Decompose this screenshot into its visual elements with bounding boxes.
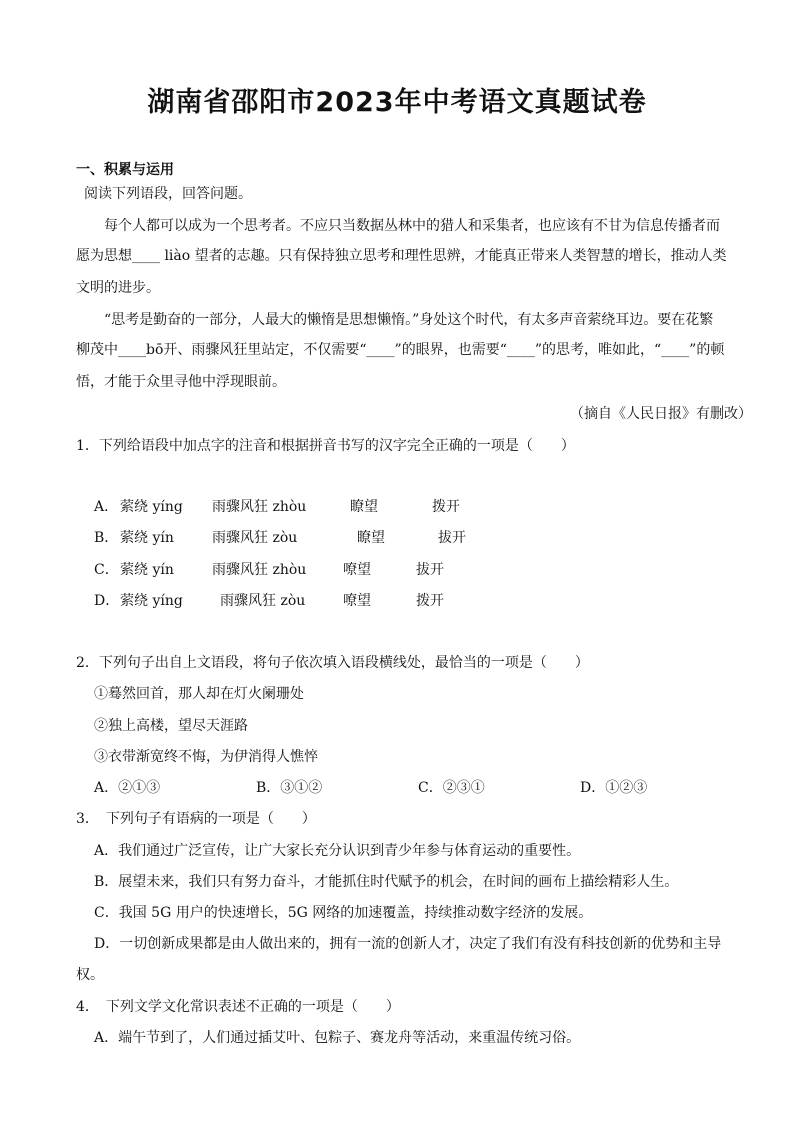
reading-instruction: 阅读下列语段，回答问题。 <box>84 186 252 202</box>
passage-source: （摘自《人民日报》有删改） <box>570 406 752 422</box>
question-2-item: ①蓦然回首，那人却在灯火阑珊处 <box>94 686 304 702</box>
exam-page: 湖南省邵阳市2023年中考语文真题试卷 一、积累与运用 阅读下列语段，回答问题。 每个人都可以成为一个思考者。不应只当数据丛林中的猎人和采集者，也应该有不甘为信息传播者而 愿为思想____ liào 望者的志趣。只有保持独立思考和理性思辨，才能真正带来人类智慧的增长，推动人类 文明的进步。 “思考是勤奋的一部分，人最大的懒惰是思想懒惰。”身处这个时代，有太多声音萦绕耳边。要在花繁 柳茂中____bō开、雨骤风狂里站定，不仅需要“____”的眼界，也需要“____”的思考，唯如此，“____”的顿 悟，才能于众里寻他中浮现眼前。 （摘自《人民日报》有删改） 1．下列给语段中加点字的注音和根据拼音书写的汉字完全正确的一项是（ ） A． 萦绕 yíng 雨骤风狂 zhòu 瞭望 拨开 B． 萦绕 yín 雨骤风狂 zòu 瞭望 拔开 C． 萦绕 yín 雨骤风狂 zhòu 嘹望 拔开 D． 萦绕 yíng 雨骤风狂 zòu 嘹望 拨开 2．下列句子出自上文语段，将句子依次填入语段横线处，最恰当的一项是（ ） ①蓦然回首，那人却在灯火阑珊处 ②独上高楼，望尽天涯路 ③衣带渐宽终不悔，为伊消得人憔悴 A．②①③ B．③①② C．②③① D．①②③ 3． 下列句子有语病的一项是（ ） A．我们通过广泛宣传，让广大家长充分认识到青少年参与体育运动的重要性。 B．展望未来，我们只有努力奋斗，才能抓住时代赋予的机会，在时间的画布上描绘精彩人生。 C．我国 5G 用户的快速增长，5G 网络的加速覆盖，持续推动数字经济的发展。 D．一切创新成果都是由人做出来的，拥有一流的创新人才，决定了我们有没有科技创新的优势和主导 权。 4． 下列文学文化常识表述不正确的一项是（ ） A．端午节到了，人们通过插艾叶、包粽子、赛龙舟等活动，来重温传统习俗。 <box>0 0 794 1122</box>
question-2-option-b: B．③①② <box>256 780 323 796</box>
question-4-stem: 4． 下列文学文化常识表述不正确的一项是（ ） <box>76 999 400 1015</box>
passage-line: 每个人都可以成为一个思考者。不应只当数据丛林中的猎人和采集者，也应该有不甘为信息传播者而 <box>104 218 720 234</box>
question-3-option-d: D．一切创新成果都是由人做出来的，拥有一流的创新人才，决定了我们有没有科技创新的优势和主导 <box>94 936 722 952</box>
question-2-option-c: C．②③① <box>418 780 485 796</box>
question-3-option-b: B．展望未来，我们只有努力奋斗，才能抓住时代赋予的机会，在时间的画布上描绘精彩人生。 <box>94 874 679 890</box>
passage-line: 柳茂中____bō开、雨骤风狂里站定，不仅需要“____”的眼界，也需要“____”的思考，唯如此，“____”的顿 <box>76 342 725 358</box>
question-2-option-d: D．①②③ <box>580 780 648 796</box>
question-3-option-a: A．我们通过广泛宣传，让广大家长充分认识到青少年参与体育运动的重要性。 <box>94 843 581 859</box>
question-2-item: ③衣带渐宽终不悔，为伊消得人憔悴 <box>94 749 318 765</box>
section-heading: 一、积累与运用 <box>76 162 174 178</box>
question-2-stem: 2．下列句子出自上文语段，将句子依次填入语段横线处，最恰当的一项是（ ） <box>76 655 589 671</box>
passage-line: 悟，才能于众里寻他中浮现眼前。 <box>76 374 286 390</box>
question-2-option-a: A．②①③ <box>94 780 161 796</box>
question-1-stem: 1．下列给语段中加点字的注音和根据拼音书写的汉字完全正确的一项是（ ） <box>76 438 575 454</box>
passage-line: “思考是勤奋的一部分，人最大的懒惰是思想懒惰。”身处这个时代，有太多声音萦绕耳边。要在花繁 <box>104 312 714 328</box>
passage-line: 文明的进步。 <box>76 280 160 296</box>
page-title: 湖南省邵阳市2023年中考语文真题试卷 <box>147 87 647 118</box>
question-3-option-c: C．我国 5G 用户的快速增长，5G 网络的加速覆盖，持续推动数字经济的发展。 <box>94 905 593 921</box>
question-4-option-a: A．端午节到了，人们通过插艾叶、包粽子、赛龙舟等活动，来重温传统习俗。 <box>94 1030 581 1046</box>
question-2-item: ②独上高楼，望尽天涯路 <box>94 718 248 734</box>
question-3-option-d-continued: 权。 <box>76 967 104 983</box>
passage-line: 愿为思想____ liào 望者的志趣。只有保持独立思考和理性思辨，才能真正带来人类智慧的增长，推动人类 <box>76 248 727 264</box>
question-3-stem: 3． 下列句子有语病的一项是（ ） <box>76 811 316 827</box>
